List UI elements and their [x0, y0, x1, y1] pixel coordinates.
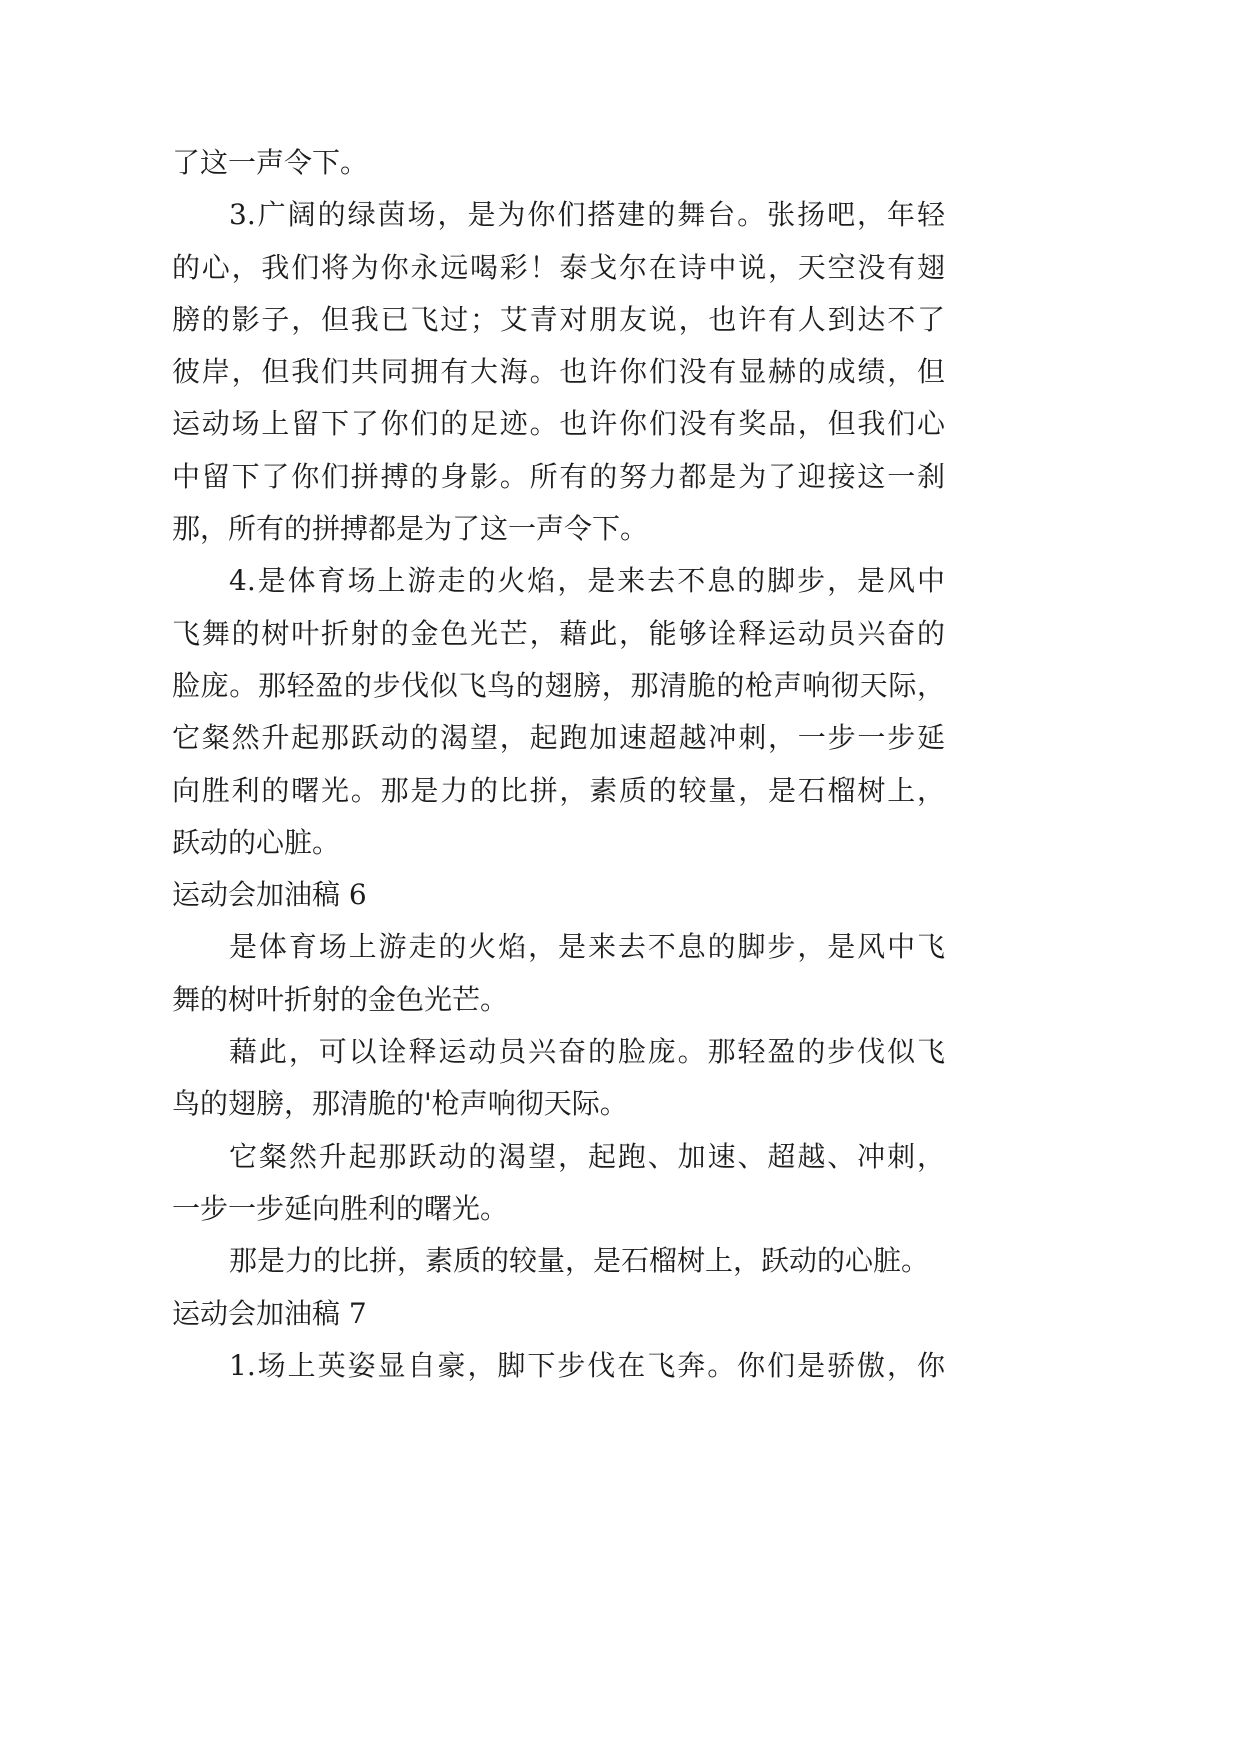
body-line: 向胜利的曙光。那是力的比拼，素质的较量，是石榴树上， — [172, 773, 945, 807]
paragraph — [172, 555, 945, 869]
body-line: 它粲然升起那跃动的渴望，起跑加速超越冲刺，一步一步延 — [172, 721, 945, 755]
body-line: 3.广阔的绿茵场，是为你们搭建的舞台。张扬吧，年轻 — [229, 198, 945, 232]
body-line: 那，所有的拼搏都是为了这一声令下。 — [172, 512, 649, 546]
paragraph — [172, 1235, 945, 1287]
body-line: 4.是体育场上游走的火焰，是来去不息的脚步，是风中 — [229, 564, 945, 598]
paragraph — [172, 1026, 945, 1131]
body-line: 中留下了你们拼搏的身影。所有的努力都是为了迎接这一刹 — [172, 459, 945, 493]
section-heading — [172, 869, 945, 921]
body-line: 飞舞的树叶折射的金色光芒，藉此，能够诠释运动员兴奋的 — [172, 616, 945, 650]
body-line: 它粲然升起那跃动的渴望，起跑、加速、超越、冲刺， — [229, 1139, 945, 1173]
body-line: 舞的树叶折射的金色光芒。 — [172, 982, 509, 1016]
body-line: 脸庞。那轻盈的步伐似飞鸟的翅膀，那清脆的枪声响彻天际， — [172, 668, 945, 702]
body-line: 那是力的比拼，素质的较量，是石榴树上，跃动的心脏。 — [229, 1244, 930, 1278]
section-heading-text: 运动会加油稿 6 — [172, 878, 367, 912]
paragraph — [172, 1131, 945, 1236]
paragraph — [172, 1340, 945, 1392]
body-line: 运动场上留下了你们的足迹。也许你们没有奖品，但我们心 — [172, 407, 945, 441]
body-line: 彼岸，但我们共同拥有大海。也许你们没有显赫的成绩，但 — [172, 355, 945, 389]
body-line: 了这一声令下。 — [172, 146, 369, 179]
body-line: 是体育场上游走的火焰，是来去不息的脚步，是风中飞 — [229, 930, 945, 964]
body-line: 的心，我们将为你永远喝彩！泰戈尔在诗中说，天空没有翅 — [172, 250, 945, 284]
body-line: 鸟的翅膀，那清脆的'枪声响彻天际。 — [172, 1087, 628, 1121]
paragraph-continuation — [172, 137, 945, 189]
section-heading — [172, 1288, 945, 1340]
section-heading-text: 运动会加油稿 7 — [172, 1296, 367, 1330]
body-line: 一步一步延向胜利的曙光。 — [172, 1191, 509, 1225]
body-line: 1.场上英姿显自豪，脚下步伐在飞奔。你们是骄傲，你 — [229, 1348, 945, 1382]
paragraph — [172, 189, 945, 555]
paragraph — [172, 921, 945, 1026]
body-line: 跃动的心脏。 — [172, 825, 341, 859]
body-line: 藉此，可以诠释运动员兴奋的脸庞。那轻盈的步伐似飞 — [229, 1035, 945, 1069]
document-body — [172, 137, 945, 1392]
body-line: 膀的影子，但我已飞过；艾青对朋友说，也许有人到达不了 — [172, 302, 945, 336]
